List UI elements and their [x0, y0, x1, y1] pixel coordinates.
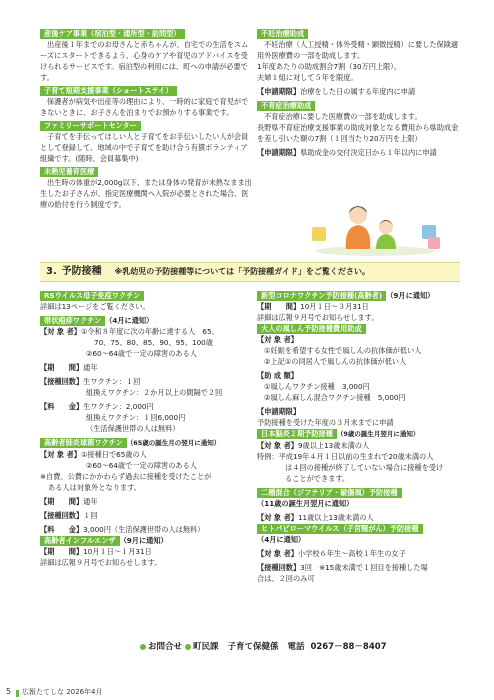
section-number: 3. [46, 266, 57, 277]
text-line: 1年度あたりの助成割合7割（30万円上限）。 [257, 62, 402, 71]
vaccination-section-header [40, 262, 460, 282]
value: 通年 [83, 497, 98, 506]
footer-stripe [16, 690, 19, 697]
text-line: 詳細は13ページをご覧ください。 [40, 302, 150, 311]
value: ②60～64歳で一定の障害のある人 [86, 461, 197, 470]
publication-name: 広報たてしな 2026年4月 [22, 688, 103, 696]
page-number: 5 [6, 687, 12, 696]
value: １回 [83, 511, 98, 520]
section-tag: 子育て短期支援事業（ショートステイ） [40, 86, 177, 96]
page-footer [0, 686, 494, 700]
value: ①接種日で65歳の人 [80, 450, 147, 459]
text-line: 長野県不育症治療支援事業の助成対象となる費用から県助成金を差し引いた額の7割（１回当たり20万円を上限） [257, 123, 459, 143]
value: 組換えワクチン：２か月以上の間隔で２回 [86, 388, 223, 397]
paragraph: 保護者が病気や出産等の理由により、一時的に家庭で育児ができないときに、お子さんを泊まりでお預かりする事業です。 [40, 97, 249, 117]
section-tag: 不育症治療助成 [257, 101, 315, 111]
bullet-icon [140, 644, 146, 650]
label: 【申請期限】 [257, 148, 301, 157]
right-bottom-column [257, 290, 462, 584]
label: 【期 間】 [40, 497, 84, 506]
note: ※自費、公費にかかわらず過去に接種を受けたことが [40, 472, 212, 481]
value: ①妊娠を希望する女性で風しんの抗体価が低い人 [264, 346, 422, 355]
label: 【期 間】 [40, 547, 84, 556]
label: 【対 象 者】 [257, 549, 298, 558]
value: ②上記①の同居人で風しんの抗体価が低い人 [264, 357, 407, 366]
value: 通年 [83, 363, 98, 372]
tag-note: （9月に通知） [119, 536, 168, 545]
label: 【接種回数】 [40, 377, 84, 386]
paragraph: 子育てを手伝ってほしい人と子育てをお手伝いしたい人が会員として登録して、地域の中で子育てを助け合う有償ボランティア組織です。(随時、会員募集中) [40, 132, 249, 163]
value: ①風しんワクチン接種 3,000円 [264, 382, 370, 391]
label: 【対 象 者】 [257, 513, 298, 522]
value: ②60～64歳で一定の障害のある人 [86, 349, 197, 358]
label: 【接種回数】 [257, 563, 301, 572]
value: 70、75、80、85、90、95、100歳 [94, 338, 213, 347]
value: 3,000円（生活保護世帯の人は無料） [83, 525, 205, 534]
value: ②風しん麻しん混合ワクチン接種 5,000円 [264, 393, 406, 402]
section-tag: 日本脳炎２期予防接種 [257, 429, 337, 439]
section-tag: 不妊治療助成 [257, 29, 308, 39]
value: 県助成金の交付決定日から１年以内に申請 [300, 148, 437, 157]
label: 【接種回数】 [40, 511, 84, 520]
paragraph: 出生時の体重が2,000g以下、または身体の発育が未熟なまま出生したお子さんが、指定医療機関へ入院が必要とされた場合、医療の給付を行う制度です。 [40, 178, 252, 209]
value: 3回 ※15歳未満で１回目を接種した場 [300, 563, 428, 572]
text-line: 詳細は広報９月号でお知らせします。 [257, 313, 379, 322]
section-title: 予防接種 [61, 266, 102, 277]
contact-tel-label: 電話 [287, 642, 305, 652]
tag-note: （9月に通知） [386, 291, 435, 300]
tag-note: （65歳の誕生月の翌月に通知） [126, 439, 221, 447]
section-tag: ファミリーサポートセンター [40, 121, 141, 131]
label: 【対 象 者】 [40, 450, 81, 459]
section-tag: 産後ケア事業（宿泊型・通所型・訪問型） [40, 29, 185, 39]
value: 合は、２回のみ可 [257, 574, 315, 583]
section-note: ※乳幼児の予防接種等については「予防接種ガイド」をご覧ください。 [114, 267, 370, 276]
value: 組換えワクチン：１回6,000円 [86, 413, 186, 422]
left-top-column [40, 28, 252, 212]
section-tag: 大人の風しん予防接種費用助成 [257, 324, 366, 334]
value: 生ワクチン：2,000円 [83, 402, 154, 411]
text-line: 夫婦１組に対して５年を限度。 [257, 73, 358, 82]
paragraph: 不妊治療（人工授精・体外受精・顕微授精）に要した保険適用外医療費の一部を助成します。 [257, 40, 459, 60]
section-tag: 高齢者肺炎球菌ワクチン [40, 438, 127, 448]
value: 治療をした日の属する年度内に申請 [300, 87, 416, 96]
bullet-icon [185, 644, 191, 650]
text-line: 詳細は広報９月号でお知らせします。 [40, 558, 162, 567]
label: 【料 金】 [40, 525, 84, 534]
label: 【対 象 者】 [257, 441, 298, 450]
label: 【期 間】 [40, 363, 84, 372]
tag-note: （4月に通知） [257, 535, 306, 544]
contact-dept: 町民課 [192, 642, 219, 652]
label: 【期 間】 [257, 302, 301, 311]
section-tag: RSウイルス母子免疫ワクチン [40, 291, 144, 301]
right-top-column [257, 28, 462, 158]
value: ①令和８年度に次の年齢に達する人 65、 [80, 327, 219, 336]
section-tag: 二種混合（ジフテリア・破傷風）予防接種 [257, 488, 402, 498]
note: 特例：平成19年４月１日以前の生まれで20歳未満の人 [257, 452, 434, 461]
label: 【対 象 者】 [40, 327, 81, 336]
paragraph: 出産後１年までのお母さんと赤ちゃんが、自宅での生活をスムーズにスタートできるよう、心身のケアや育児のアドバイスを受けられるサービスです。宿泊型の利用には、町への申請が必要です。 [40, 40, 249, 82]
label: 【対 象 者】 [257, 335, 298, 344]
note: ることができます。 [285, 474, 350, 483]
tag-note: （4月に通知） [105, 316, 154, 325]
label: 【申請期限】 [257, 87, 301, 96]
section-tag: ヒトパピローマウイルス（子宮頸がん）予防接種 [257, 524, 423, 534]
value: 生ワクチン：１回 [83, 377, 141, 386]
paragraph: 不育症治療に要した医療費の一部を助成します。 [264, 112, 422, 121]
contact-unit: 子育て保健係 [227, 642, 279, 652]
section-tag: 未熟児養育医療 [40, 167, 98, 177]
value: 11歳以上13歳未満の人 [297, 513, 374, 522]
section-tag: 高齢者インフルエンザ [40, 536, 120, 546]
value: 9歳以上13歳未満の人 [297, 441, 370, 450]
contact-label: お問合せ [148, 642, 183, 652]
contact-tel: 0267－88－8407 [310, 642, 387, 652]
value: （生活保護世帯の人は無料） [86, 424, 180, 433]
value: 10月１日～３月31日 [300, 302, 369, 311]
value: 予防接種を受けた年度の３月末までに申請 [257, 418, 394, 427]
label: 【料 金】 [40, 402, 84, 411]
value: 小学校６年生～高校１年生の女子 [297, 549, 406, 558]
section-tag: 新型コロナワクチン予防接種(高齢者) [257, 291, 386, 301]
left-bottom-column [40, 290, 252, 568]
contact-line [140, 641, 470, 653]
value: 10月１日～１月31日 [83, 547, 152, 556]
family-illustration [300, 197, 450, 257]
label: 【申請期限】 [257, 407, 301, 416]
section-tag: 帯状疱疹ワクチン [40, 316, 105, 326]
tag-note: （11歳の誕生月翌月に通知） [257, 499, 354, 508]
note: ある人は対象外となります。 [48, 483, 141, 492]
note: は４回の接種が終了していない場合に接種を受け [285, 463, 444, 472]
tag-note: （9歳の誕生月翌月に通知） [336, 430, 420, 438]
label: 【助 成 額】 [257, 371, 298, 380]
